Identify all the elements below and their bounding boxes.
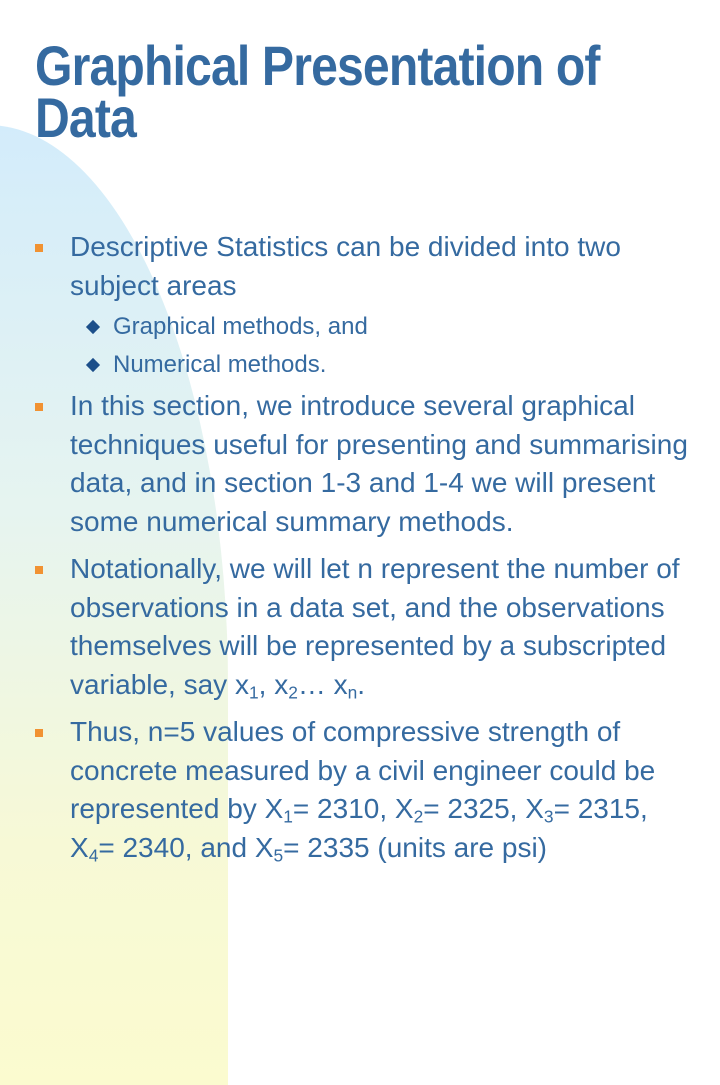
- bullet-item-1: [0, 228, 720, 305]
- bullet-text: Notationally, we will let n represent the number of observations in a data set, and the observations themselves will be represented by a subscripted variable, say: [70, 553, 680, 700]
- diamond-bullet-icon: [86, 320, 100, 334]
- bullet-list: [0, 228, 720, 867]
- value-x2: $X_2= 2325$,: [394, 793, 518, 827]
- slide-title: Graphical Presentation of Data: [35, 34, 600, 149]
- value-x1: $X_1= 2310$,: [264, 793, 388, 827]
- units-note: (units are psi): [377, 831, 547, 863]
- bullet-text: Descriptive Statistics can be divided into two subject areas: [70, 231, 621, 301]
- value-x5: $X_5= 2335$: [254, 831, 370, 865]
- sub-bullet-text: Graphical methods, and: [113, 313, 368, 340]
- value-x3: $X_3= 2315$,: [525, 793, 648, 827]
- sub-bullet-text: Numerical methods.: [113, 351, 327, 378]
- bullet-text: In this section, we introduce several graphical techniques useful for presenting and summarising data, and in section 1-3 and 1-4 we will present some numerical summary methods.: [70, 390, 688, 537]
- sub-bullet-item-2: [0, 349, 720, 381]
- square-bullet-icon: [35, 566, 43, 574]
- square-bullet-icon: [35, 244, 43, 252]
- sub-bullet-item-1: [0, 311, 720, 343]
- square-bullet-icon: [35, 403, 43, 411]
- bullet-text: Thus, n=5 values of compressive strength of concrete measured by a civil engineer could be represented by: [70, 716, 656, 824]
- diamond-bullet-icon: [86, 358, 100, 372]
- bullet-item-3: [0, 550, 720, 704]
- value-x4: $X_4= 2340$, and: [70, 831, 248, 865]
- bullet-item-2: [0, 387, 720, 541]
- square-bullet-icon: [35, 729, 43, 737]
- bullet-item-4: [0, 713, 720, 867]
- subscripted-variables: $x_1$, $x_2\dots$ $x_n$.: [234, 668, 366, 702]
